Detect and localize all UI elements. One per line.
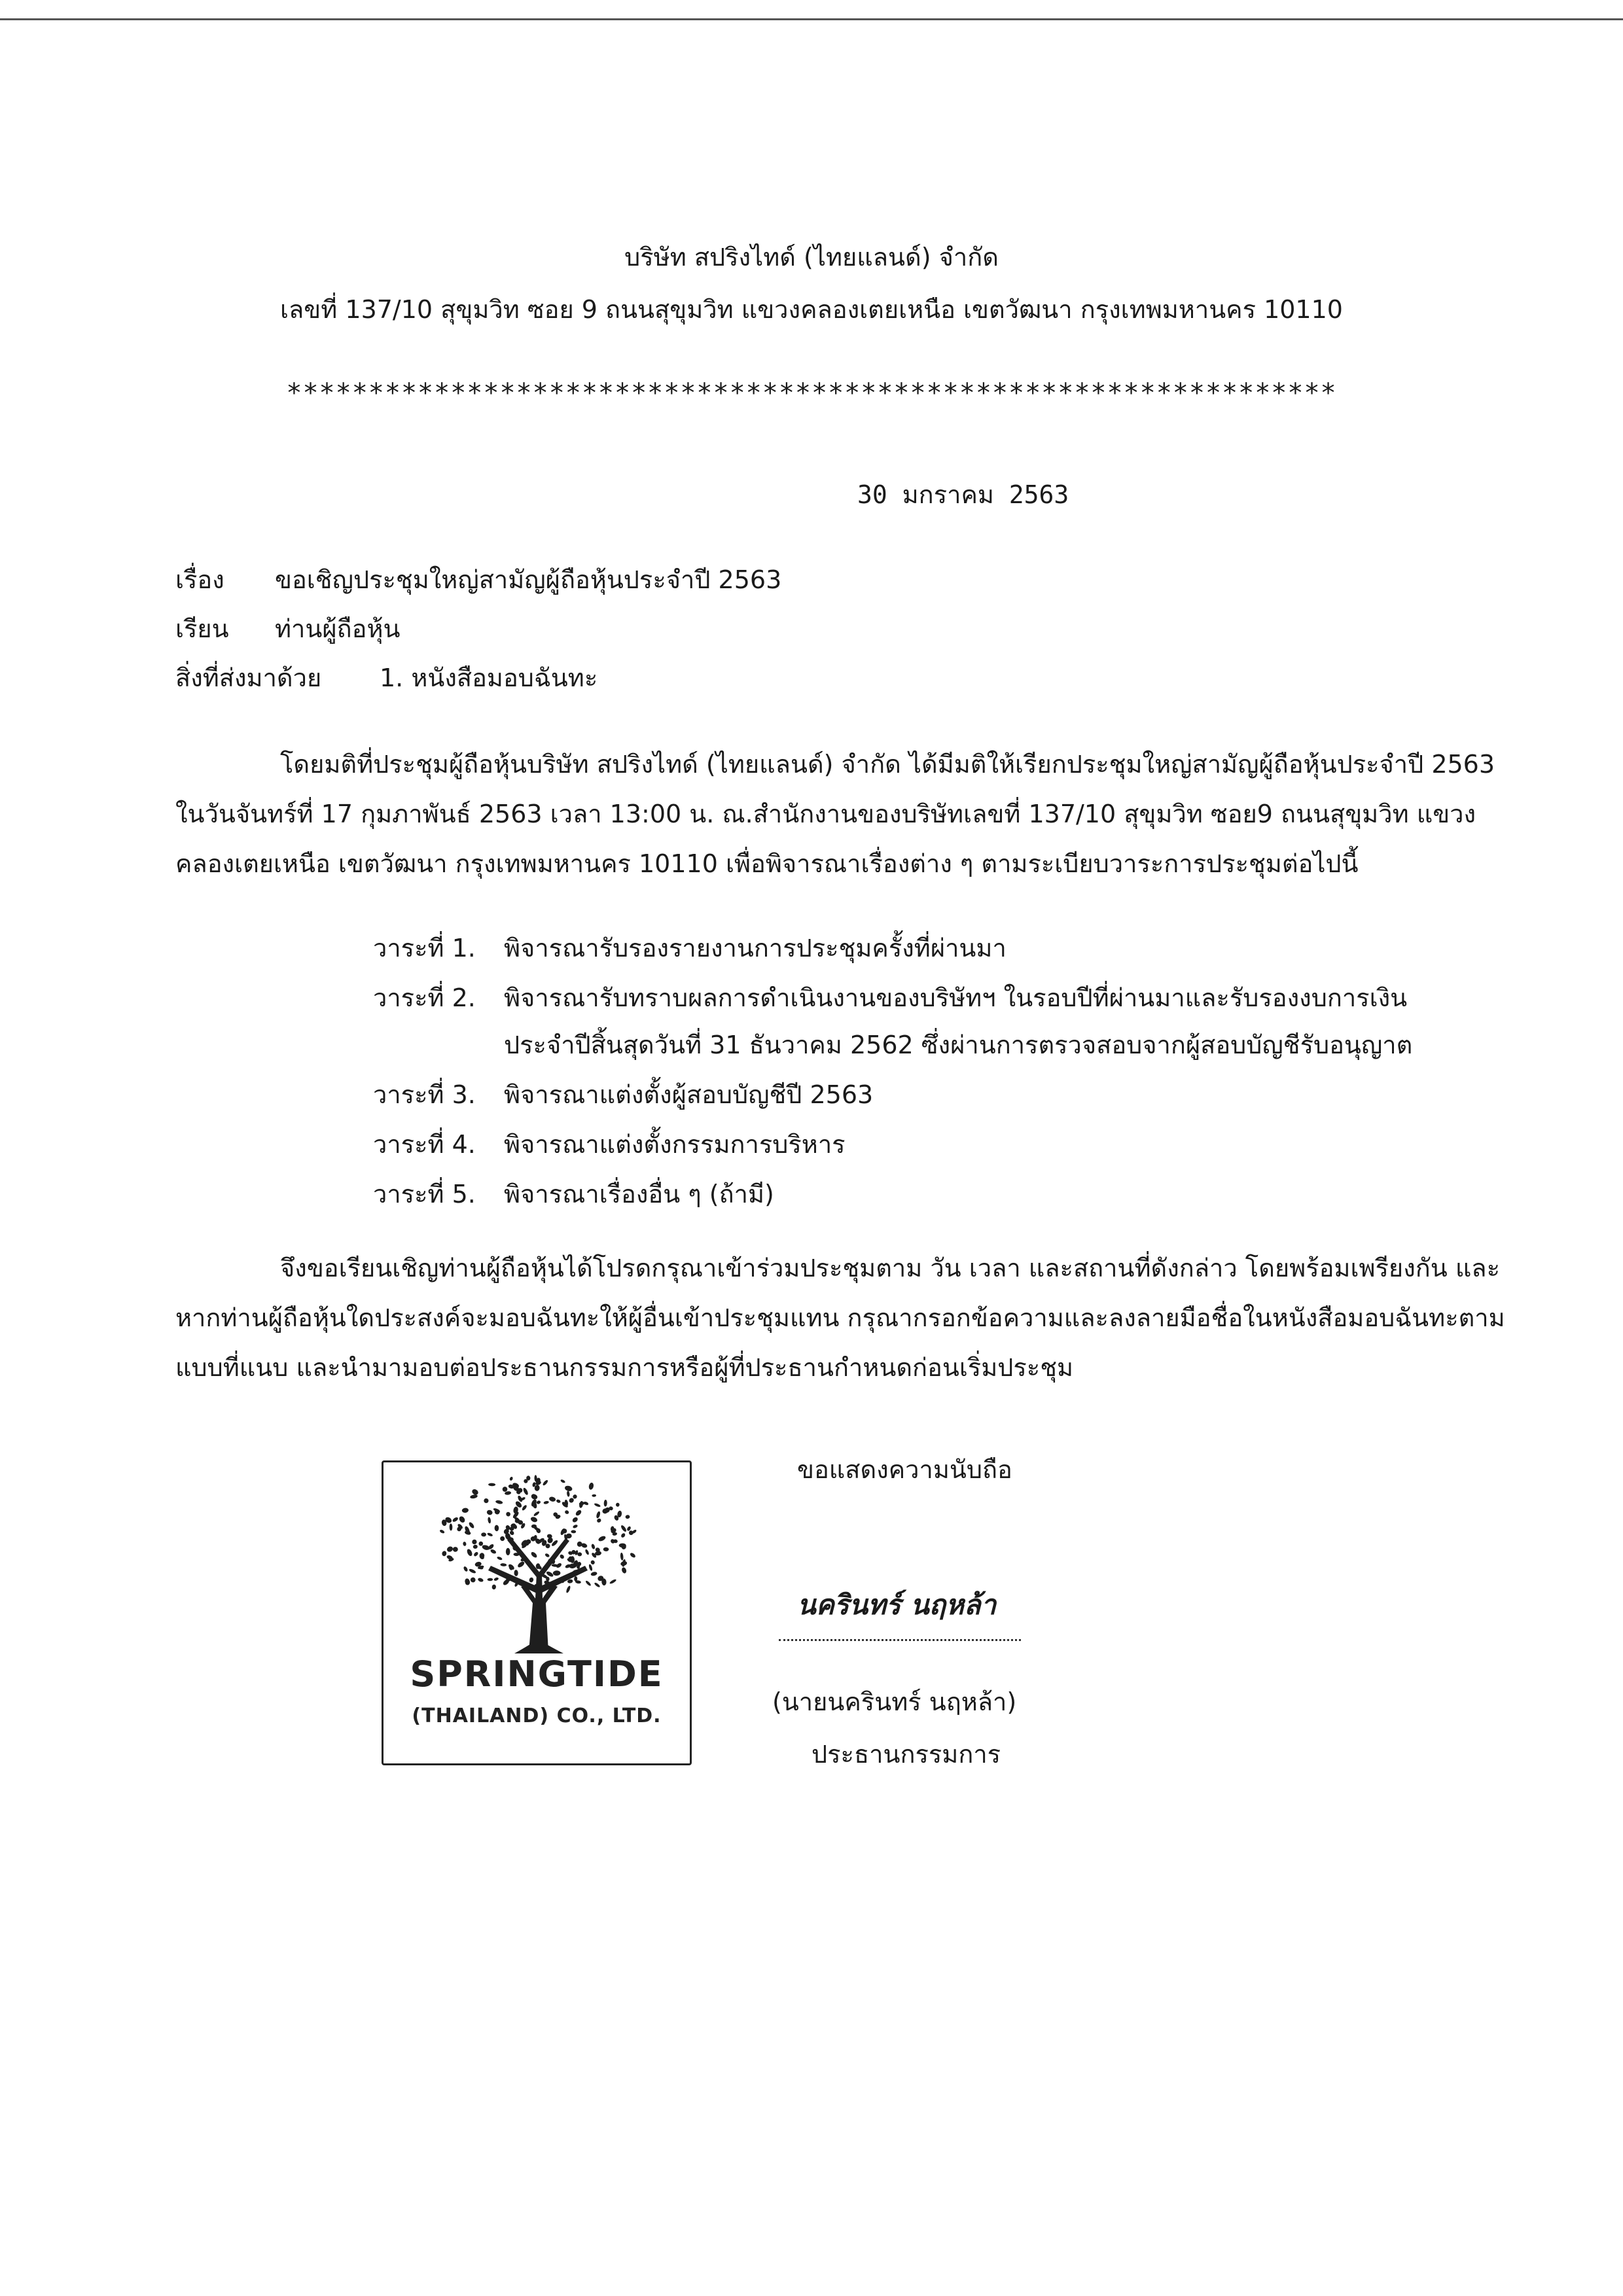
invitation-line-3: แบบที่แนบ และนำมามอบต่อประธานกรรมการหรือผู้ที่ประธานกำหนดก่อนเริ่มประชุม [175, 1353, 1074, 1382]
leaf-mark [471, 1538, 478, 1545]
leaf-mark [620, 1553, 624, 1561]
intro-paragraph [175, 739, 1512, 889]
leaf-mark [594, 1502, 601, 1508]
leaf-mark [543, 1500, 549, 1504]
leaf-mark [585, 1580, 592, 1587]
enclosure-value: 1. หนังสือมอบฉันทะ [380, 663, 598, 692]
leaf-mark [571, 1516, 579, 1523]
handwritten-signature: นครินทร์ นฤหล้า [797, 1589, 997, 1621]
leaf-mark [588, 1564, 593, 1571]
leaf-mark [468, 1521, 475, 1529]
document-date: 30 มกราคม 2563 [857, 480, 1069, 509]
signatory-title: ประธานกรรมการ [812, 1740, 1001, 1769]
company-name: บริษัท สปริงไทด์ (ไทยแลนด์) จำกัด [624, 243, 999, 272]
leaf-mark [446, 1545, 454, 1553]
leaf-mark [548, 1496, 556, 1502]
signatory-name: (นายนครินทร์ นฤหล้า) [772, 1687, 1017, 1716]
leaf-mark [596, 1517, 602, 1523]
leaf-mark [493, 1577, 499, 1581]
leaf-mark [517, 1561, 526, 1568]
leaf-mark [463, 1542, 467, 1546]
leaf-mark [571, 1530, 576, 1533]
leaf-mark [453, 1547, 459, 1552]
leaf-mark [522, 1504, 528, 1511]
leaf-mark [470, 1494, 478, 1499]
agenda-text: พิจารณาแต่งตั้งผู้สอบบัญชีปี 2563 [504, 1080, 874, 1109]
leaf-mark [463, 1566, 469, 1572]
leaf-mark [536, 1500, 541, 1504]
leaf-mark [553, 1570, 561, 1576]
leaf-mark [630, 1552, 637, 1559]
leaf-mark [509, 1476, 514, 1481]
leaf-mark [565, 1585, 571, 1593]
leaf-mark [488, 1517, 491, 1523]
leaf-mark [469, 1568, 476, 1574]
leaf-mark [592, 1494, 596, 1497]
leaf-mark [542, 1479, 548, 1487]
closing-text: ขอแสดงความนับถือ [797, 1455, 1012, 1484]
leaf-mark [469, 1576, 476, 1583]
agenda-item-2-continuation: ประจำปีสิ้นสุดวันที่ 31 ธันวาคม 2562 ซึ่งผ่านการตรวจสอบจากผู้สอบบัญชีรับอนุญาต [504, 1031, 1413, 1059]
leaf-mark [570, 1556, 575, 1563]
leaf-mark [594, 1582, 600, 1588]
agenda-label: วาระที่ 1. [373, 934, 476, 963]
leaf-mark [584, 1549, 590, 1555]
leaf-mark [477, 1578, 484, 1583]
agenda-item-5 [373, 1174, 774, 1214]
leaf-mark [473, 1551, 479, 1557]
leaf-mark [439, 1529, 445, 1534]
leaf-mark [564, 1485, 573, 1492]
intro-line-3: คลองเตยเหนือ เขตวัฒนา กรุงเทพมหานคร 10110 เพื่อพิจารณาเรื่องต่าง ๆ ตามระเบียบวาระการประชุมต่อไปนี้ [175, 849, 1359, 878]
leaf-mark [596, 1511, 601, 1519]
invitation-line-2: หากท่านผู้ถือหุ้นใดประสงค์จะมอบฉันทะให้ผู้อื่นเข้าประชุมแทน กรุณากรอกข้อความและลงลายมือชื่อในหนังสือมอบฉันทะตาม [175, 1303, 1505, 1332]
leaf-mark [473, 1544, 478, 1549]
leaf-mark [620, 1525, 628, 1532]
invitation-line-1: จึงขอเรียนเชิญท่านผู้ถือหุ้นได้โปรดกรุณาเข้าร่วมประชุมตาม วัน เวลา และสถานที่ดังกล่าว โดยพร้อมเพรียงกัน และ [280, 1254, 1501, 1282]
agenda-label: วาระที่ 2. [373, 983, 476, 1012]
leaf-mark [487, 1532, 493, 1537]
leaf-mark [588, 1482, 594, 1490]
agenda-item-1 [373, 928, 1007, 968]
leaf-mark [452, 1517, 459, 1523]
tree-icon [383, 1462, 690, 1659]
leaf-mark [500, 1536, 505, 1541]
stamp-company-suffix: (THAILAND) CO., LTD. [412, 1704, 662, 1727]
agenda-item-3 [373, 1074, 873, 1114]
leaf-mark [575, 1509, 582, 1517]
leaf-mark [486, 1510, 493, 1516]
company-stamp [382, 1460, 692, 1765]
agenda-text: พิจารณาแต่งตั้งกรรมการบริหาร [504, 1130, 846, 1159]
leaf-mark [458, 1515, 466, 1524]
leaf-mark [491, 1584, 496, 1589]
recipient-label: เรียน [175, 614, 229, 643]
leaf-mark [488, 1483, 495, 1487]
leaf-mark [597, 1535, 606, 1542]
subject-label: เรื่อง [175, 565, 224, 594]
leaf-mark [564, 1510, 569, 1515]
agenda-item-2 [373, 978, 1407, 1017]
agenda-item-4 [373, 1124, 846, 1164]
leaf-mark [603, 1547, 609, 1551]
agenda-text: พิจารณารับทราบผลการดำเนินงานของบริษัทฯ ในรอบปีที่ผ่านมาและรับรองงบการเงิน [504, 983, 1408, 1012]
leaf-mark [591, 1544, 596, 1549]
leaf-mark [530, 1516, 539, 1523]
stamp-company-name: SPRINGTIDE [410, 1653, 664, 1695]
leaf-mark [556, 1499, 561, 1504]
leaf-mark [442, 1551, 447, 1557]
leaf-mark [483, 1498, 490, 1504]
leaf-mark [514, 1570, 518, 1576]
leaf-mark [620, 1532, 626, 1538]
leaf-mark [621, 1566, 627, 1574]
leaf-mark [616, 1502, 620, 1507]
leaf-mark [573, 1524, 579, 1528]
intro-line-2: ในวันจันทร์ที่ 17 กุมภาพันธ์ 2563 เวลา 13:00 น. ณ.สำนักงานของบริษัทเลขที่ 137/10 สุขุมวิท ซอย9 ถนนสุขุมวิท แขวง [175, 800, 1476, 828]
leaf-mark [494, 1525, 499, 1531]
leaf-mark [505, 1511, 511, 1517]
leaf-mark [490, 1549, 497, 1555]
company-address: เลขที่ 137/10 สุขุมวิท ซอย 9 ถนนสุขุมวิท แขวงคลองเตยเหนือ เขตวัฒนา กรุงเทพมหานคร 10110 [280, 295, 1343, 324]
leaf-mark [503, 1487, 508, 1492]
leaf-mark [577, 1552, 582, 1556]
leaf-mark [500, 1563, 507, 1566]
leaf-mark [609, 1579, 617, 1585]
leaf-mark [522, 1487, 529, 1496]
intro-line-1: โดยมติที่ประชุมผู้ถือหุ้นบริษัท สปริงไทด์ (ไทยแลนด์) จำกัด ได้มีมติให้เรียกประชุมใหญ่สามัญผู้ถือหุ้นประจำปี 2563 [280, 750, 1495, 779]
leaf-mark [544, 1553, 550, 1558]
recipient-value: ท่านผู้ถือหุ้น [275, 614, 401, 643]
leaf-mark [450, 1523, 453, 1530]
agenda-text: พิจารณาเรื่องอื่น ๆ (ถ้ามี) [504, 1180, 774, 1209]
signature-line [779, 1639, 1021, 1641]
leaf-mark [533, 1511, 541, 1517]
agenda-label: วาระที่ 5. [373, 1180, 476, 1209]
leaf-mark [567, 1491, 570, 1497]
enclosure-label: สิ่งที่ส่งมาด้วย [175, 663, 322, 692]
leaf-mark [590, 1559, 596, 1565]
agenda-text: พิจารณารับรองรายงานการประชุมครั้งที่ผ่านมา [504, 934, 1007, 963]
leaf-mark [625, 1515, 630, 1519]
header-separator: **************************************************************** [286, 378, 1337, 408]
leaf-mark [506, 1548, 510, 1555]
leaf-mark [590, 1571, 597, 1576]
invitation-paragraph [175, 1243, 1512, 1392]
leaf-mark [610, 1538, 616, 1544]
leaf-mark [481, 1532, 486, 1537]
leaf-mark [466, 1548, 473, 1557]
agenda-label: วาระที่ 4. [373, 1130, 476, 1159]
leaf-mark [559, 1554, 565, 1560]
leaf-mark [530, 1551, 538, 1559]
leaf-mark [495, 1500, 503, 1504]
leaf-mark [488, 1578, 493, 1581]
agenda-label: วาระที่ 3. [373, 1080, 476, 1109]
leaf-mark [461, 1508, 469, 1513]
leaf-mark [529, 1577, 534, 1583]
leaf-mark [604, 1500, 607, 1507]
leaf-mark [560, 1479, 566, 1483]
scan-edge-line [0, 18, 1623, 20]
subject-value: ขอเชิญประชุมใหญ่สามัญผู้ถือหุ้นประจำปี 2563 [275, 565, 782, 594]
leaf-mark [482, 1544, 490, 1551]
leaf-mark [497, 1556, 503, 1561]
